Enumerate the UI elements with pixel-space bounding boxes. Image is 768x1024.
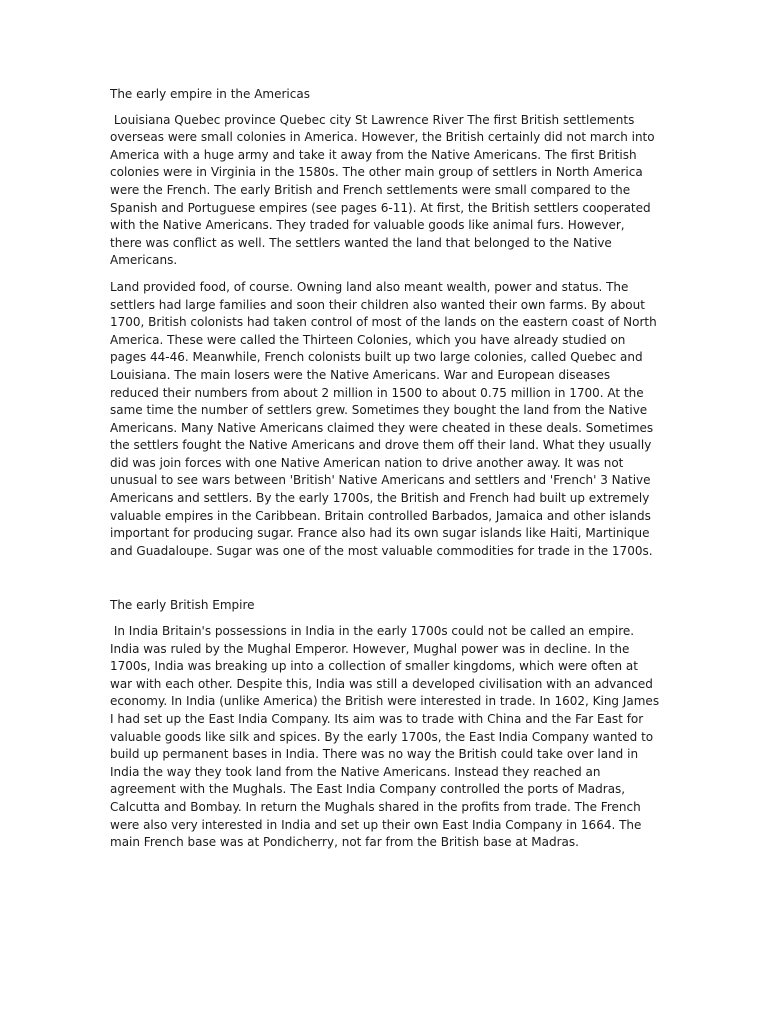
section-heading-americas: The early empire in the Americas — [110, 87, 310, 101]
paragraph-india: In India Britain's possessions in India in the early 1700s could not be called an empire. India was ruled by the Mughal Emperor. However, Mughal power was in decline. In the 1700s, India was breaking up into a collection of smaller kingdoms, which were often at war with each other. Despite this, India was still a developed civilisation with an advanced economy. In India (unlike America) the British were interested in trade. In 1602, King James I had set up the East India Company. Its aim was to trade with China and the Far East for valuable goods like silk and spices. By the early 1700s, the East India Company wanted to build up permanent bases in India. There was no way the British could take over land in India the way they took land from the Native Americans. Instead they reached an agreement with the Mughals. The East India Company controlled the ports of Madras, Calcutta and Bombay. In return the Mughals shared in the profits from trade. The French were also very interested in India and set up their own East India Company in 1664. The main French base was at Pondicherry, not far from the British base at Madras. — [110, 624, 663, 850]
paragraph-americas-land: Land provided food, of course. Owning land also meant wealth, power and status. The settlers had large families and soon their children also wanted their own farms. By about 1700, British colonists had taken control of most of the lands on the eastern coast of North America. These were called the Thirteen Colonies, which you have already studied on pages 44-46. Meanwhile, French colonists built up two large colonies, called Quebec and Louisiana. The main losers were the Native Americans. War and European diseases reduced their numbers from about 2 million in 1500 to about 0.75 million in 1700. At the same time the number of settlers grew. Sometimes they bought the land from the Native Americans. Many Native Americans claimed they were cheated in these deals. Sometimes the settlers fought the Native Americans and drove them off their land. What they usually did was join forces with one Native American nation to drive another away. It was not unusual to see wars between 'British' Native Americans and settlers and 'French' 3 Native Americans and settlers. By the early 1700s, the British and French had built up extremely valuable empires in the Caribbean. Britain controlled Barbados, Jamaica and other islands important for producing sugar. France also had its own sugar islands like Haiti, Martinique and Guadaloupe. Sugar was one of the most valuable commodities for trade in the 1700s. — [110, 279, 661, 558]
paragraph-americas-intro: Louisiana Quebec province Quebec city St Lawrence River The first British settlements overseas were small colonies in America. However, the British certainly did not march into America with a huge army and take it away from the Native Americans. The first British colonies were in Virginia in the 1580s. The other main group of settlers in North America were the French. The early British and French settlements were small compared to the Spanish and Portuguese empires (see pages 6-11). At first, the British settlers cooperated with the Native Americans. They traded for valuable goods like animal furs. However, there was conflict as well. The settlers wanted the land that belonged to the Native Americans. — [110, 112, 659, 268]
section-spacer — [110, 569, 660, 597]
section-heading-british-empire: The early British Empire — [110, 598, 255, 613]
document-page — [110, 86, 663, 861]
